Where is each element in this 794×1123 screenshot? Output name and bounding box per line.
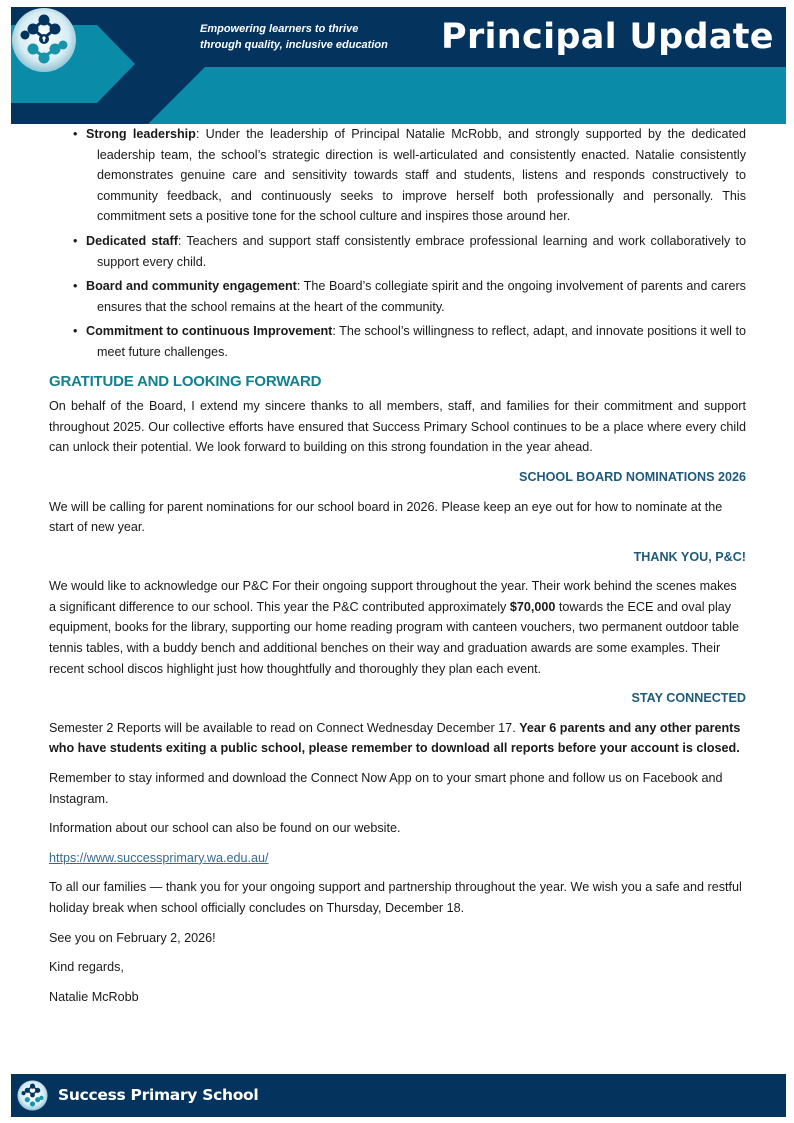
list-item-label: Commitment to continuous Improvement <box>86 324 333 339</box>
regards-text: Kind regards, <box>49 960 124 975</box>
list-item-label: Strong leadership <box>86 127 196 141</box>
see-you-text: See you on February 2, 2026! <box>49 930 216 945</box>
tagline-line-2: through quality, inclusive education <box>200 39 388 51</box>
stay-connected-heading: STAY CONNECTED <box>631 691 746 706</box>
signature: Natalie McRobb <box>49 989 139 1004</box>
list-item-text: : Teachers and support staff consistently embrace professional learning and work collaboratively to support every child. <box>97 233 746 269</box>
reports-bold-notice: Year 6 parents and any other parents who have students exiting a public school, please remember to download all reports before your account is closed. <box>49 720 741 756</box>
website-link[interactable]: https://www.successprimary.wa.edu.au/ <box>49 850 269 865</box>
pandc-heading: THANK YOU, P&C! <box>633 549 746 564</box>
bullet-icon: • <box>73 127 78 141</box>
footer-banner <box>11 1074 786 1117</box>
list-item-label: Board and community engagement <box>86 279 297 294</box>
footer-school-name: Success Primary School <box>58 1086 259 1104</box>
pandc-text-after: towards the ECE and oval play equipment, books for the library, supporting our home reading program with canteen vouchers, two permanent outdoor table tennis tables, with a buddy bench and additional benches on their way and graduation awards are some examples. Their recent school discos highlight just how thoughtfully and thoroughly they plan each event. <box>49 599 740 676</box>
reports-paragraph <box>49 718 746 759</box>
bullet-icon: • <box>73 233 78 248</box>
header-banner <box>11 7 786 124</box>
reports-text: Semester 2 Reports will be available to read on Connect Wednesday December 17. <box>49 720 520 735</box>
page-title: Principal Update <box>441 17 774 57</box>
school-logo-icon <box>11 7 77 73</box>
nominations-heading: SCHOOL BOARD NOMINATIONS 2026 <box>519 469 746 484</box>
school-logo-icon <box>17 1080 48 1111</box>
pandc-amount: $70,000 <box>509 599 556 614</box>
list-item-strong-leadership <box>49 124 746 227</box>
tagline-line-1: Empowering learners to thrive <box>200 23 359 35</box>
pandc-text-before: We would like to acknowledge our P&C For their ongoing support throughout the year. Their work behind the scenes makes a significant difference to our school. This year the P&C contributed approximately <box>49 579 737 614</box>
pandc-paragraph <box>49 576 746 679</box>
app-paragraph: Remember to stay informed and download the Connect Now App on to your smart phone and follow us on Facebook and Instagram. <box>49 771 723 806</box>
list-item-board-community <box>49 276 746 317</box>
families-paragraph: To all our families — thank you for your ongoing support and partnership throughout the year. We wish you a safe and restful holiday break when school officially concludes on Thursday, December 18. <box>49 880 742 915</box>
gratitude-heading: GRATITUDE AND LOOKING FORWARD <box>49 372 322 390</box>
strengths-list <box>49 124 746 363</box>
list-item-text: : The school’s willingness to reflect, adapt, and innovate positions it well to meet future challenges. <box>97 324 746 359</box>
nominations-paragraph: We will be calling for parent nominations for our school board in 2026. Please keep an eye out for how to nominate at the start of new year. <box>49 499 723 535</box>
list-item-dedicated-staff <box>49 231 746 272</box>
newsletter-content <box>49 124 746 1016</box>
list-item-continuous-improvement <box>49 321 746 362</box>
list-item-text: : Under the leadership of Principal Natalie McRobb, and strongly supported by the dedicated leadership team, the school’s strategic direction is well-articulated and consistently enacted. Natalie consistently demonstrates genuine care and sensitivity towards staff and students, listens and responds constructively to community feedback, and continuously seeks to improve herself both professionally and personally. This commitment sets a positive tone for the school culture and inspires those around her. <box>97 127 746 224</box>
website-paragraph: Information about our school can also be found on our website. <box>49 821 401 836</box>
header-tagline <box>200 21 388 53</box>
list-item-text: : The Board’s collegiate spirit and the ongoing involvement of parents and carers ensures that the school remains at the heart of the community. <box>97 279 746 314</box>
list-item-label: Dedicated staff <box>86 233 178 248</box>
gratitude-paragraph: On behalf of the Board, I extend my sincere thanks to all members, staff, and families for their commitment and support throughout 2025. Our collective efforts have ensured that Success Primary School continues to be a place where every child can unlock their potential. We look forward to building on this strong foundation in the year ahead. <box>49 399 746 455</box>
bullet-icon: • <box>73 279 78 294</box>
bullet-icon: • <box>73 324 78 339</box>
